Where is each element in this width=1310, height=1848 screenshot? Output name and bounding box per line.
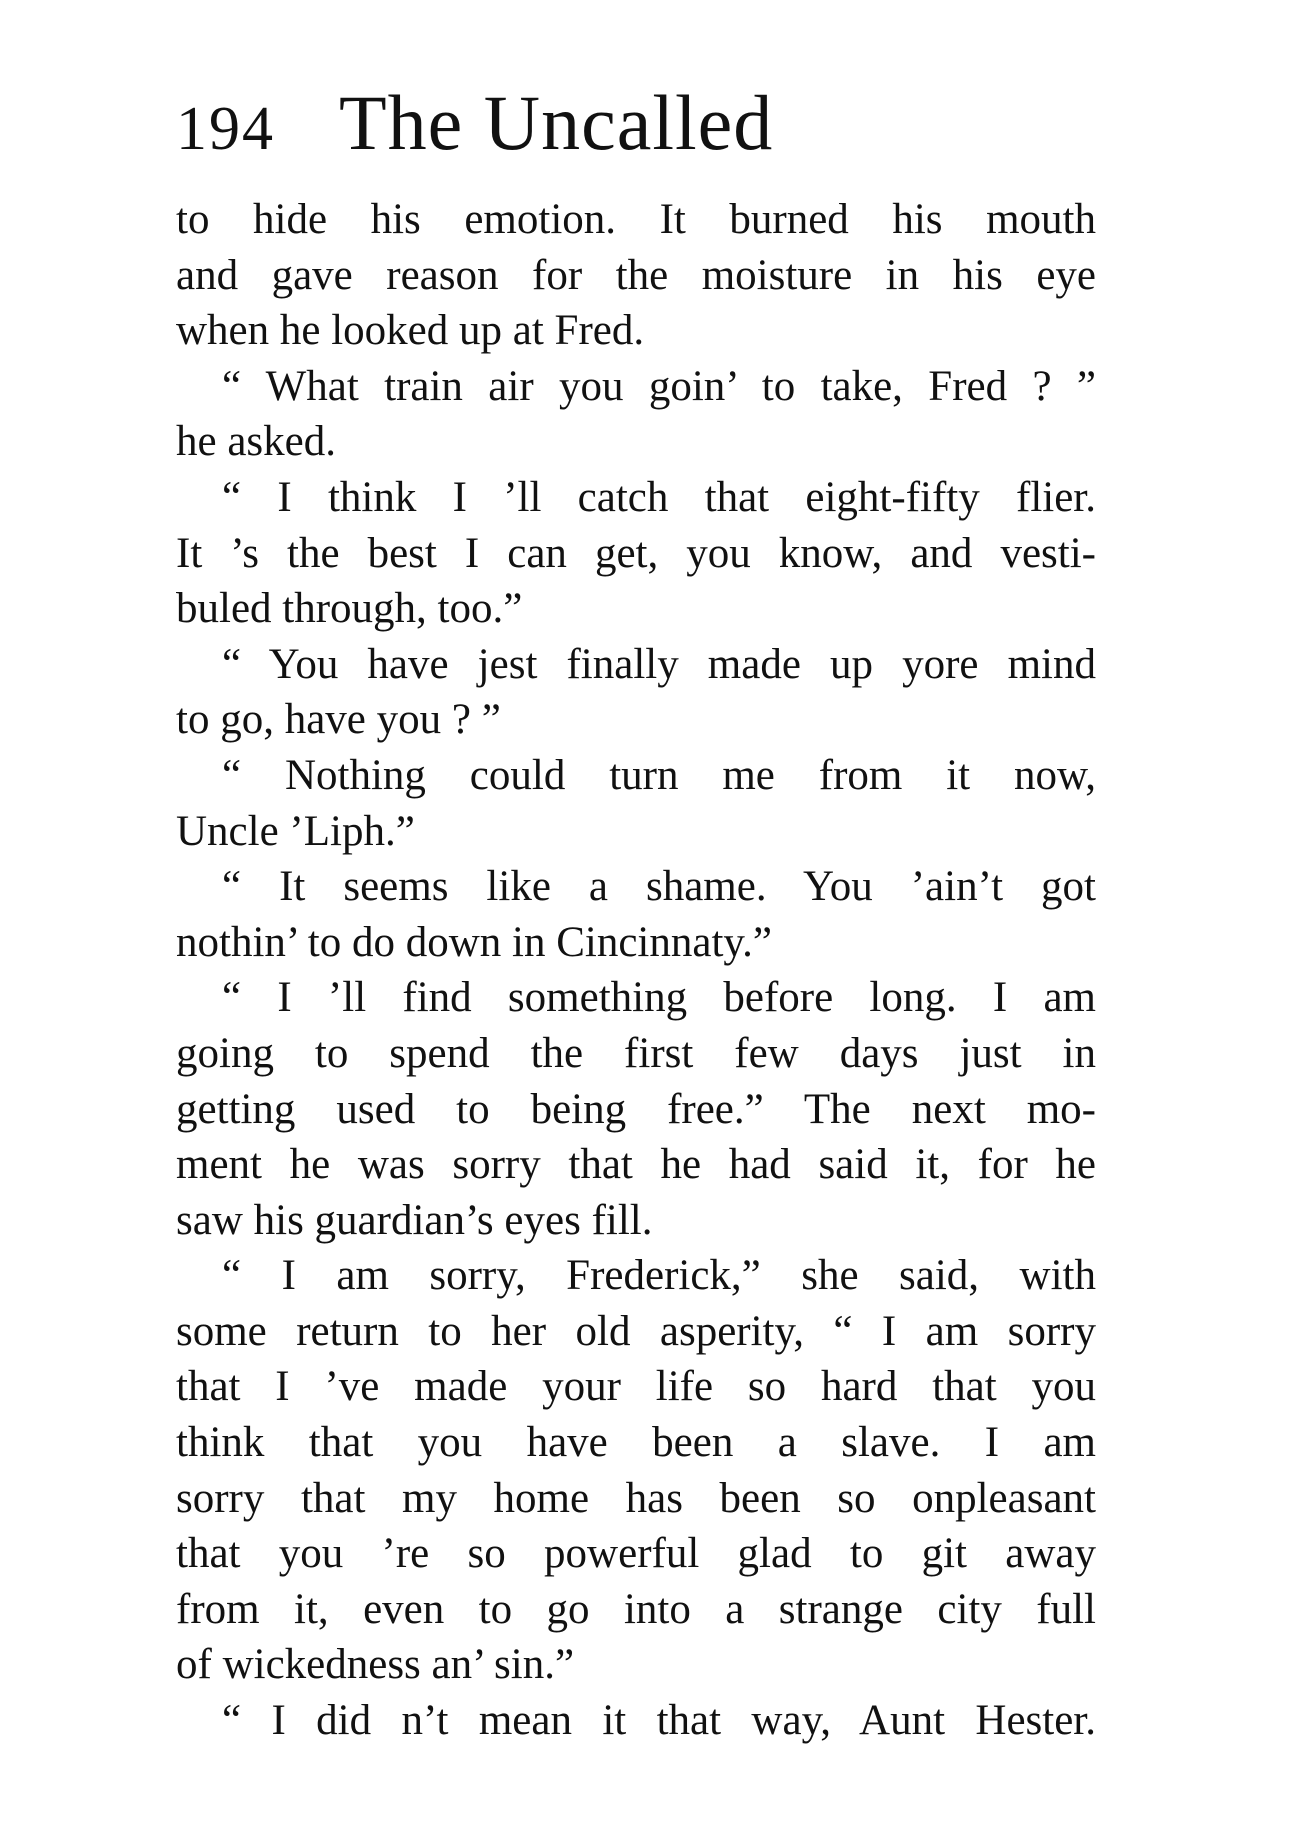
text-line: “ It seems like a shame. You ’ain’t got: [222, 863, 1096, 911]
text-line: It ’s the best I can get, you know, and vesti-: [176, 529, 1096, 577]
text-line: buled through, too.”: [176, 585, 523, 633]
text-line: when he looked up at Fred.: [176, 307, 645, 355]
text-line: ment he was sorry that he had said it, for he: [176, 1141, 1096, 1189]
text-line: “ I did n’t mean it that way, Aunt Hester.: [222, 1697, 1096, 1745]
text-line: from it, even to go into a strange city full: [176, 1585, 1096, 1633]
text-line: that you ’re so powerful glad to git away: [176, 1530, 1096, 1578]
page-number: 194: [176, 95, 275, 163]
text-line: nothin’ to do down in Cincinnaty.”: [176, 918, 772, 966]
text-line: he asked.: [176, 418, 336, 466]
text-line: to hide his emotion. It burned his mouth: [176, 196, 1096, 243]
text-line: that I ’ve made your life so hard that you: [176, 1363, 1096, 1411]
running-title: The Uncalled: [339, 79, 774, 166]
body-text: [176, 192, 1096, 1749]
text-line: “ What train air you goin’ to take, Fred ? ”: [222, 362, 1096, 410]
text-line: “ I ’ll find something before long. I am: [222, 974, 1096, 1022]
text-line: “ Nothing could turn me from it now,: [222, 751, 1096, 799]
text-line: going to spend the first few days just in: [176, 1029, 1096, 1077]
text-line: to go, have you ? ”: [176, 696, 501, 744]
text-line: some return to her old asperity, “ I am sorry: [176, 1307, 1096, 1355]
text-line: of wickedness an’ sin.”: [176, 1641, 575, 1689]
text-line: “ I am sorry, Frederick,” she said, with: [222, 1252, 1096, 1300]
text-line: and gave reason for the moisture in his eye: [176, 251, 1096, 299]
text-line: Uncle ’Liph.”: [176, 807, 415, 855]
text-line: saw his guardian’s eyes fill.: [176, 1196, 653, 1244]
page-header: [176, 78, 773, 178]
text-line: think that you have been a slave. I am: [176, 1419, 1096, 1467]
text-line: getting used to being free.” The next mo-: [176, 1085, 1096, 1133]
text-line: “ You have jest finally made up yore mind: [222, 640, 1096, 688]
text-line: “ I think I ’ll catch that eight-fifty flier.: [222, 473, 1096, 521]
text-line: sorry that my home has been so onpleasant: [176, 1474, 1096, 1522]
